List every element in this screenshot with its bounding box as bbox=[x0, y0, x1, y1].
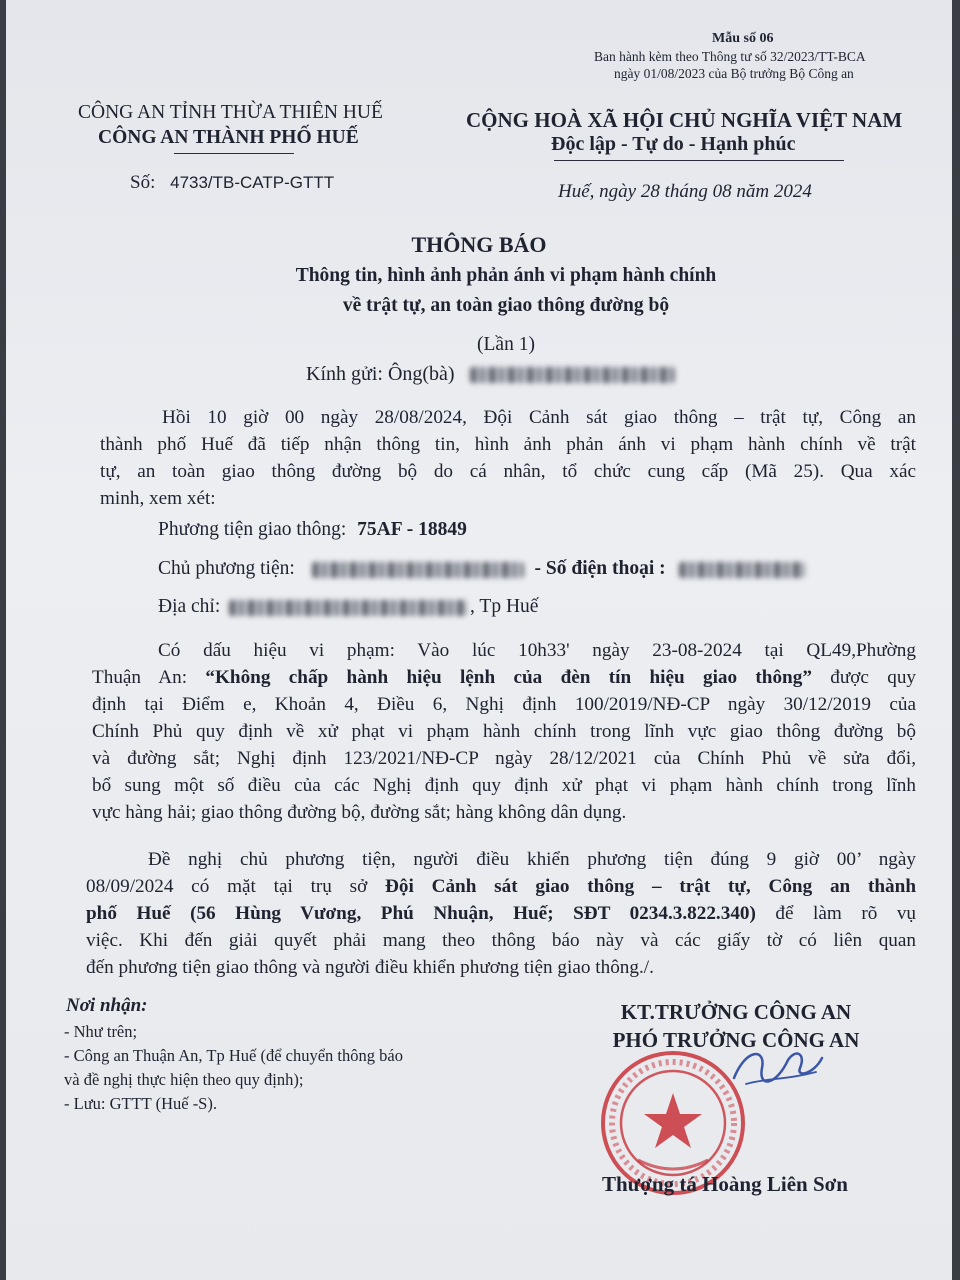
receiver-item-4: - Lưu: GTTT (Huế -S). bbox=[64, 1094, 217, 1113]
request-office-address: phố Huế (56 Hùng Vương, Phú Nhuận, Huế; SĐT 0234.3.822.340) bbox=[86, 903, 756, 924]
document-page bbox=[6, 0, 952, 1280]
state-name: CỘNG HOÀ XÃ HỘI CHỦ NGHĨA VIỆT NAM bbox=[466, 108, 903, 132]
recipient-line bbox=[306, 363, 675, 386]
state-motto: Độc lập - Tự do - Hạnh phúc bbox=[551, 133, 796, 155]
vehicle-line bbox=[158, 519, 467, 541]
phone-label: - Số điện thoại : bbox=[534, 558, 666, 579]
receiver-item-2: - Công an Thuận An, Tp Huế (để chuyển thông báo bbox=[64, 1046, 403, 1065]
violation-line-2 bbox=[92, 664, 916, 691]
issue-date: Huế, ngày 28 tháng 08 năm 2024 bbox=[558, 181, 812, 202]
owner-label: Chủ phương tiện: bbox=[158, 558, 295, 579]
doc-title: THÔNG BÁO bbox=[411, 232, 547, 257]
doc-number-value: 4733/TB-CATP-GTTT bbox=[170, 173, 335, 192]
signer-name: Thượng tá Hoàng Liên Sơn bbox=[602, 1172, 848, 1196]
request-line-4: việc. Khi đến giải quyết phải mang theo thông báo này và các giấy tờ có liên quan bbox=[86, 930, 916, 951]
intro-line-1: Hồi 10 giờ 00 ngày 28/08/2024, Đội Cảnh sát giao thông – trật tự, Công an bbox=[162, 407, 916, 428]
form-issued-line2: ngày 01/08/2023 của Bộ trưởng Bộ Công an bbox=[614, 66, 854, 81]
violation-paragraph bbox=[92, 637, 916, 826]
request-paragraph bbox=[86, 846, 916, 981]
request-line-3-end: để làm rõ vụ bbox=[775, 903, 917, 924]
agency-underline bbox=[174, 153, 294, 154]
redacted-address bbox=[229, 600, 467, 616]
owner-line bbox=[158, 558, 805, 580]
vehicle-plate: 75AF - 18849 bbox=[357, 519, 467, 540]
violation-line-2-end: được quy bbox=[830, 667, 917, 688]
agency-line2: CÔNG AN THÀNH PHỐ HUẾ bbox=[98, 127, 359, 148]
request-line-2 bbox=[86, 873, 916, 900]
receiver-item-3: và đề nghị thực hiện theo quy định); bbox=[64, 1070, 304, 1089]
intro-line-2: thành phố Huế đã tiếp nhận thông tin, hình ảnh phản ánh vi phạm hành chính về trật bbox=[100, 434, 916, 455]
request-office: Đội Cảnh sát giao thông – trật tự, Công an thành bbox=[385, 876, 916, 897]
violation-line-5: và đường sắt; Nghị định 123/2021/NĐ-CP ngày 28/12/2021 của Chính Phủ về sửa đổi, bbox=[92, 748, 916, 769]
request-line-1: Đề nghị chủ phương tiện, người điều khiển phương tiện đúng 9 giờ 00’ ngày bbox=[148, 849, 916, 870]
request-line-3 bbox=[86, 900, 916, 927]
violation-line-7: vực hàng hải; giao thông đường bộ, đường sắt; hàng không dân dụng. bbox=[92, 802, 627, 823]
form-number: Mẫu số 06 bbox=[712, 31, 774, 46]
receivers-heading: Nơi nhận: bbox=[66, 995, 148, 1016]
signer-title-2: PHÓ TRƯỞNG CÔNG AN bbox=[612, 1028, 860, 1052]
violation-location: Thuận An: bbox=[92, 667, 206, 688]
address-suffix: , Tp Huế bbox=[470, 596, 539, 617]
recipient-label: Kính gửi: Ông(bà) bbox=[306, 363, 455, 385]
address-label: Địa chỉ: bbox=[158, 596, 221, 617]
doc-number bbox=[130, 172, 334, 194]
vehicle-label: Phương tiện giao thông: bbox=[158, 519, 347, 540]
doc-number-label: Số: bbox=[130, 172, 156, 193]
signer-title-1: KT.TRƯỞNG CÔNG AN bbox=[620, 1000, 852, 1024]
motto-underline bbox=[554, 160, 844, 161]
intro-line-4: minh, xem xét: bbox=[100, 488, 216, 509]
request-line-5: đến phương tiện giao thông và người điều khiển phương tiện giao thông./. bbox=[86, 957, 654, 978]
violation-line-4: Chính Phủ quy định về xử phạt vi phạm hành chính trong lĩnh vực giao thông đường bộ bbox=[92, 721, 916, 742]
notice-times: (Lần 1) bbox=[477, 334, 535, 355]
receiver-item-1: - Như trên; bbox=[64, 1022, 138, 1041]
request-date-text: 08/09/2024 có mặt tại trụ sở bbox=[86, 876, 386, 897]
intro-line-3: tự, an toàn giao thông đường bộ do cá nhân, tổ chức cung cấp (Mã 25). Qua xác bbox=[100, 461, 916, 482]
redacted-recipient-name bbox=[470, 367, 675, 383]
signature-icon bbox=[726, 1038, 826, 1098]
intro-paragraph bbox=[100, 404, 916, 512]
redacted-owner-name bbox=[312, 562, 524, 578]
violation-line-6: bổ sung một số điều của các Nghị định quy định xử phạt vi phạm hành chính trong lĩnh bbox=[92, 775, 916, 796]
redacted-phone bbox=[679, 562, 805, 578]
address-line bbox=[158, 596, 538, 618]
violation-line-3: định tại Điểm e, Khoản 4, Điều 6, Nghị định 100/2019/NĐ-CP ngày 30/12/2019 của bbox=[92, 694, 916, 715]
form-issued-line1: Ban hành kèm theo Thông tư số 32/2023/TT-BCA bbox=[594, 49, 866, 64]
violation-description: “Không chấp hành hiệu lệnh của đèn tín hiệu giao thông” bbox=[205, 667, 812, 688]
doc-subtitle-1: Thông tin, hình ảnh phản ánh vi phạm hành chính bbox=[295, 265, 717, 286]
receivers-list bbox=[64, 1020, 403, 1116]
agency-line1: CÔNG AN TỈNH THỪA THIÊN HUẾ bbox=[78, 102, 383, 123]
violation-line-1: Có dấu hiệu vi phạm: Vào lúc 10h33' ngày 23-08-2024 tại QL49,Phường bbox=[158, 640, 916, 661]
doc-subtitle-2: về trật tự, an toàn giao thông đường bộ bbox=[342, 295, 670, 316]
